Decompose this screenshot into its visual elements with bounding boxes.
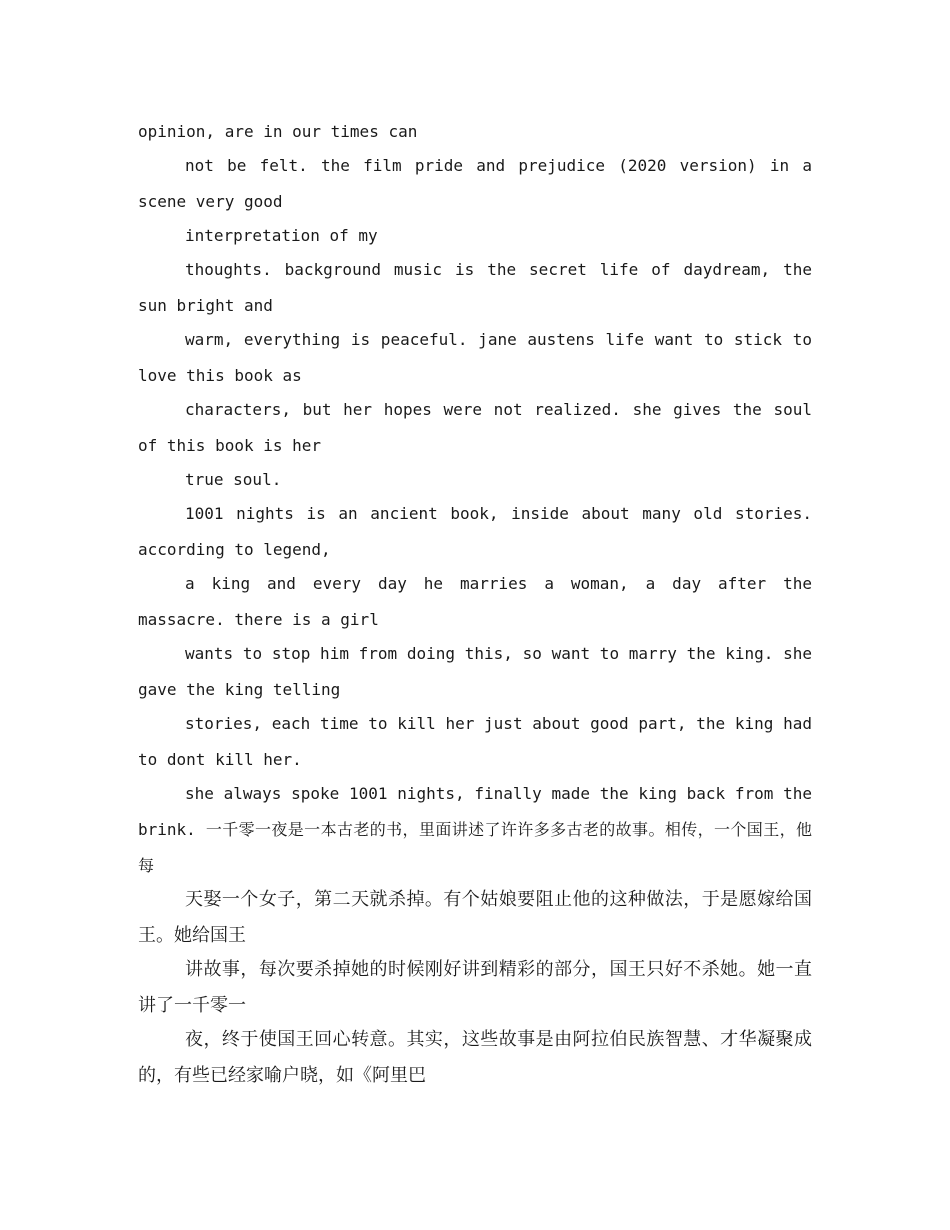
paragraph-11: stories, each time to kill her just about good part, the king had to dont kill her. bbox=[138, 714, 812, 769]
paragraph-10: wants to stop him from doing this, so want to marry the king. she gave the king telling bbox=[138, 644, 812, 699]
paragraph-9: a king and every day he marries a woman, a day after the massacre. there is a girl bbox=[138, 574, 812, 629]
paragraph-7: true soul. bbox=[185, 470, 282, 489]
paragraph-5: warm, everything is peaceful. jane austens life want to stick to love this book as bbox=[138, 330, 812, 385]
paragraph-13: 天娶一个女子，第二天就杀掉。有个姑娘要阻止他的这种做法，于是愿嫁给国王。她给国王 bbox=[138, 889, 812, 946]
paragraph-2: not be felt. the film pride and prejudice (2020 version) in a scene very good bbox=[138, 156, 812, 211]
paragraph-1: opinion, are in our times can bbox=[138, 122, 418, 141]
paragraph-15: 夜，终于使国王回心转意。其实，这些故事是由阿拉伯民族智慧、才华凝聚成的，有些已经家喻户晓，如《阿里巴 bbox=[138, 1029, 812, 1086]
paragraph-14: 讲故事，每次要杀掉她的时候刚好讲到精彩的部分，国王只好不杀她。她一直讲了一千零一 bbox=[138, 959, 812, 1016]
paragraph-4: thoughts. background music is the secret life of daydream, the sun bright and bbox=[138, 260, 812, 315]
paragraph-12: she always spoke 1001 nights, finally made the king back from the brink. 一千零一夜是一本古老的书，里面讲述了许许多多古老的故事。相传，一个国王，他每 bbox=[138, 784, 812, 875]
document-body bbox=[138, 114, 812, 1094]
paragraph-6: characters, but her hopes were not realized. she gives the soul of this book is her bbox=[138, 400, 812, 455]
paragraph-3: interpretation of my bbox=[185, 226, 378, 245]
paragraph-8: 1001 nights is an ancient book, inside about many old stories. according to legend, bbox=[138, 504, 812, 559]
